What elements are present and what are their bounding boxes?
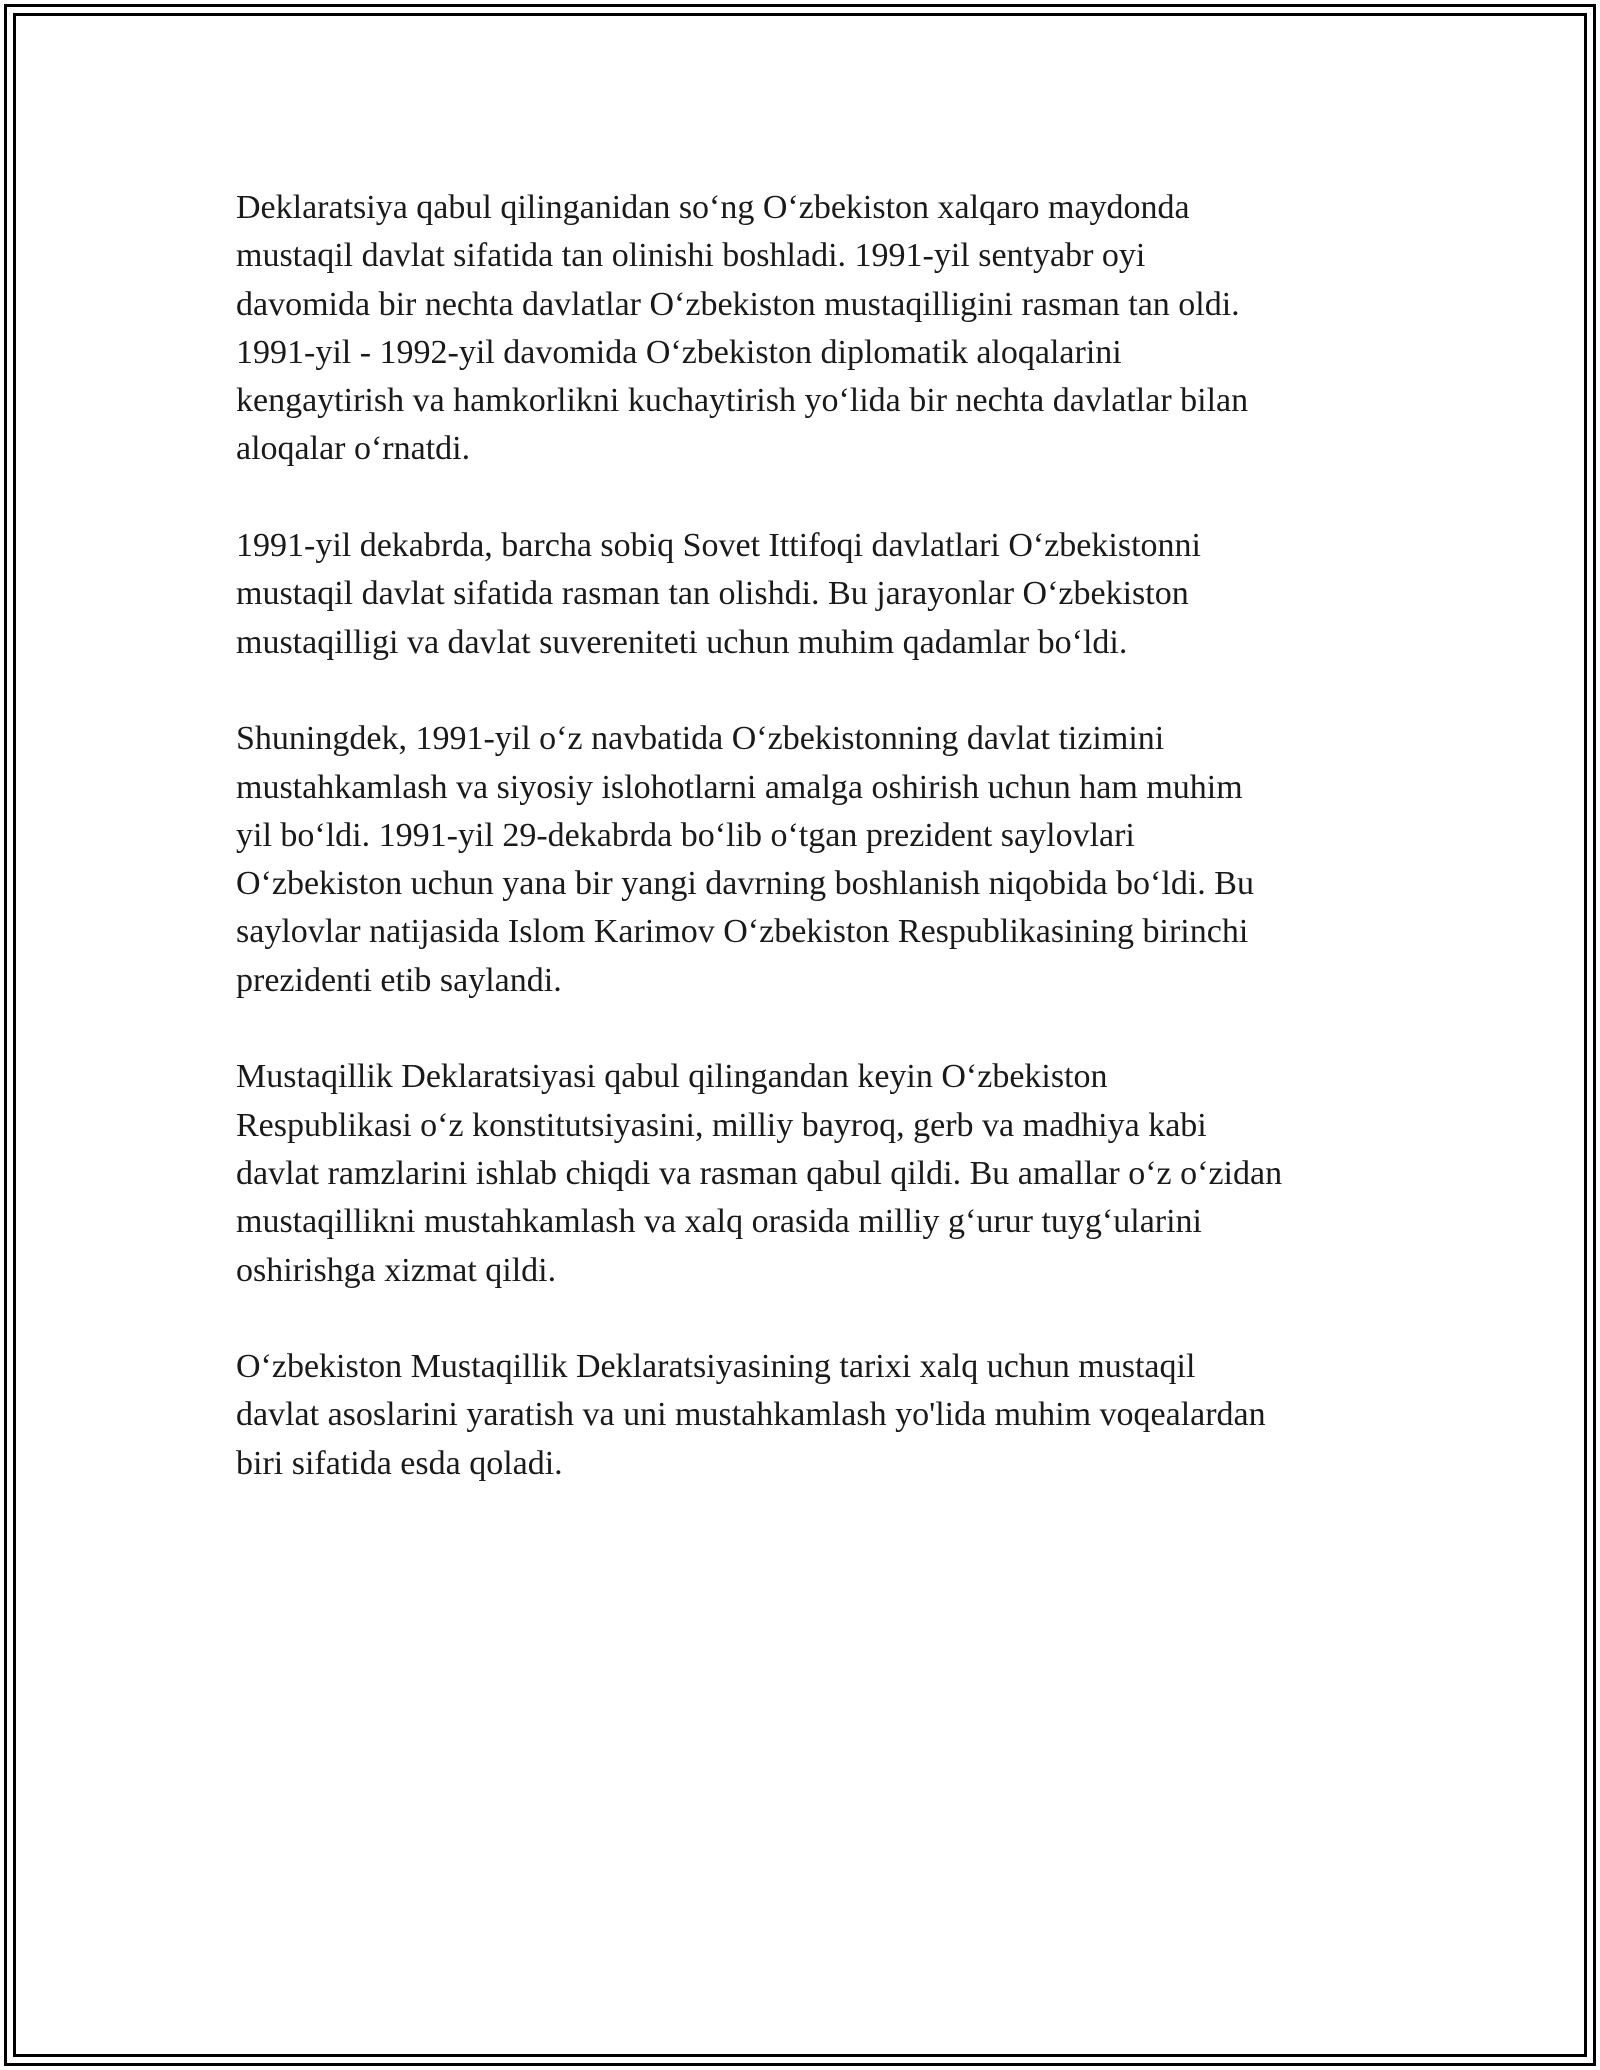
text-line: davlat ramzlarini ishlab chiqdi va rasman qabul qildi. Bu amallar o‘z o‘zidan [236,1154,1283,1192]
text-line: mustaqil davlat sifatida rasman tan olishdi. Bu jarayonlar O‘zbekiston [236,575,1189,613]
text-line: mustaqilligi va davlat suvereniteti uchun muhim qadamlar bo‘ldi. [236,623,1128,661]
text-line: mustaqillikni mustahkamlash va xalq orasida milliy g‘urur tuyg‘ularini [236,1203,1202,1241]
paragraph-1 [236,184,1386,474]
text-line: kengaytirish va hamkorlikni kuchaytirish yo‘lida bir nechta davlatlar bilan [236,382,1249,420]
paragraph-4 [236,1053,1386,1294]
text-line: davomida bir nechta davlatlar O‘zbekiston mustaqilligini rasman tan oldi. [236,285,1240,323]
text-line: mustaqil davlat sifatida tan olinishi boshladi. 1991-yil sentyabr oyi [236,237,1146,275]
paragraph-2 [236,522,1386,667]
text-line: O‘zbekiston uchun yana bir yangi davrning boshlanish niqobida bo‘ldi. Bu [236,865,1254,903]
text-line: O‘zbekiston Mustaqillik Deklaratsiyasining tarixi xalq uchun mustaqil [236,1348,1196,1386]
text-line: Deklaratsiya qabul qilinganidan so‘ng O‘zbekiston xalqaro maydonda [236,189,1190,226]
text-line: biri sifatida esda qoladi. [236,1444,563,1482]
text-line: 1991-yil dekabrda, barcha sobiq Sovet Ittifoqi davlatlari O‘zbekistonni [236,527,1201,565]
text-line: aloqalar o‘rnatdi. [236,430,471,468]
text-line: 1991-yil - 1992-yil davomida O‘zbekiston diplomatik aloqalarini [236,333,1122,371]
text-line: saylovlar natijasida Islom Karimov O‘zbekiston Respublikasining birinchi [236,913,1249,951]
text-line: yil bo‘ldi. 1991-yil 29-dekabrda bo‘lib o‘tgan prezident saylovlari [236,816,1135,854]
text-line: oshirishga xizmat qildi. [236,1251,557,1289]
text-line: Respublikasi o‘z konstitutsiyasini, milliy bayroq, gerb va madhiya kabi [236,1106,1207,1144]
text-line: prezidenti etib saylandi. [236,961,562,999]
paragraph-5 [236,1343,1386,1488]
text-line: davlat asoslarini yaratish va uni mustahkamlash yo'lida muhim voqealardan [236,1396,1266,1434]
document-body [236,184,1386,1536]
text-line: Mustaqillik Deklaratsiyasi qabul qilingandan keyin O‘zbekiston [236,1058,1108,1096]
text-line: mustahkamlash va siyosiy islohotlarni amalga oshirish uchun ham muhim [236,768,1243,806]
text-line: Shuningdek, 1991-yil o‘z navbatida O‘zbekistonning davlat tizimini [236,720,1165,758]
paragraph-3 [236,715,1386,1005]
